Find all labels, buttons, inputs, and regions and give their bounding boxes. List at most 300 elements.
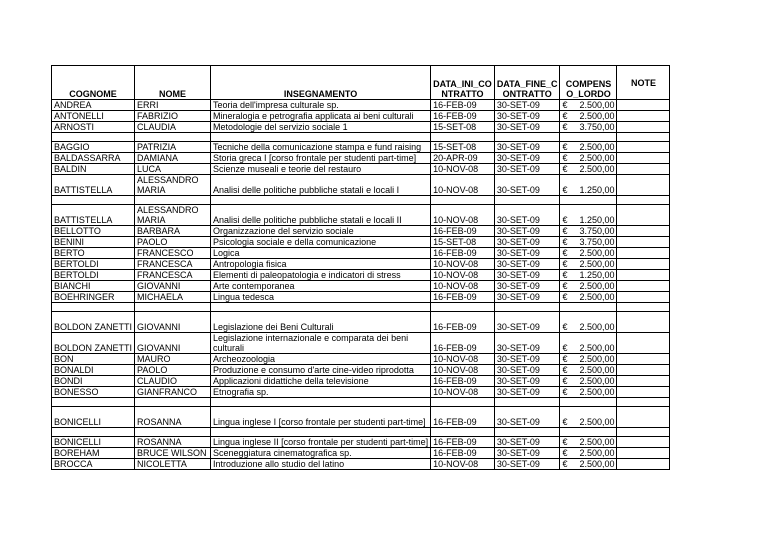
- header-data-inizio: [431, 66, 495, 100]
- empty-cell: [560, 196, 617, 205]
- cell-cognome: BERTOLDI: [52, 259, 135, 270]
- cell-data-inizio: 16-FEB-09: [431, 448, 495, 459]
- empty-cell: [560, 428, 617, 437]
- cell-data-fine: 30-SET-09: [494, 270, 560, 281]
- cell-compenso: [560, 365, 617, 376]
- table-row: [52, 376, 670, 387]
- cell-nome: DAMIANA: [135, 153, 211, 164]
- cell-data-inizio: 10-NOV-08: [431, 259, 495, 270]
- empty-cell: [617, 196, 670, 205]
- empty-cell: [494, 398, 560, 407]
- empty-cell: [560, 398, 617, 407]
- currency-symbol: €: [562, 365, 568, 375]
- amount: 2.500,00: [579, 322, 615, 332]
- cell-data-inizio: 16-FEB-09: [431, 292, 495, 303]
- cell-data-fine: 30-SET-09: [494, 100, 560, 111]
- empty-cell: [52, 428, 135, 437]
- cell-compenso: [560, 259, 617, 270]
- table-row: [52, 292, 670, 303]
- cell-nome: BRUCE WILSON: [135, 448, 211, 459]
- amount: 2.500,00: [579, 343, 615, 353]
- amount: 2.500,00: [579, 365, 615, 375]
- currency-symbol: €: [562, 322, 568, 332]
- spacer-row: [52, 133, 670, 142]
- empty-cell: [494, 133, 560, 142]
- cell-data-inizio: 10-NOV-08: [431, 270, 495, 281]
- amount: 2.500,00: [579, 142, 615, 152]
- amount: 1.250,00: [579, 185, 615, 195]
- empty-cell: [135, 196, 211, 205]
- cell-insegnamento: Psicologia sociale e della comunicazione: [211, 237, 431, 248]
- currency-symbol: €: [562, 376, 568, 386]
- cell-insegnamento: [211, 333, 431, 354]
- cell-cognome: BON: [52, 354, 135, 365]
- currency-symbol: €: [562, 437, 568, 447]
- amount: 2.500,00: [579, 387, 615, 397]
- cell-insegnamento: [211, 205, 431, 226]
- cell-compenso: [560, 312, 617, 333]
- header-insegnamento: INSEGNAMENTO: [211, 66, 431, 100]
- amount: 2.500,00: [579, 437, 615, 447]
- cell-data-inizio: 16-FEB-09: [431, 312, 495, 333]
- cell-data-fine: 30-SET-09: [494, 376, 560, 387]
- cell-compenso: [560, 164, 617, 175]
- cell-compenso: [560, 142, 617, 153]
- amount: 2.500,00: [579, 111, 615, 121]
- cell-data-inizio: 15-SET-08: [431, 237, 495, 248]
- empty-cell: [494, 303, 560, 312]
- empty-cell: [211, 196, 431, 205]
- cell-compenso: [560, 448, 617, 459]
- currency-symbol: €: [562, 122, 568, 132]
- empty-cell: [431, 196, 495, 205]
- empty-cell: [52, 303, 135, 312]
- cell-cognome: BROCCA: [52, 459, 135, 470]
- amount: 2.500,00: [579, 281, 615, 291]
- currency-symbol: €: [562, 343, 568, 353]
- cell-data-fine: 30-SET-09: [494, 142, 560, 153]
- cell-cognome: ANDREA: [52, 100, 135, 111]
- amount: 2.500,00: [579, 459, 615, 469]
- cell-nome: ERRI: [135, 100, 211, 111]
- cell-nome: BARBARA: [135, 226, 211, 237]
- header-data-fine: [494, 66, 560, 100]
- cell-insegnamento: Lingua tedesca: [211, 292, 431, 303]
- amount: 2.500,00: [579, 259, 615, 269]
- cell-note: [617, 312, 670, 333]
- amount: 2.500,00: [579, 376, 615, 386]
- cell-cognome: BERTO: [52, 248, 135, 259]
- table-row: [52, 226, 670, 237]
- empty-cell: [617, 428, 670, 437]
- cell-data-inizio: 10-NOV-08: [431, 164, 495, 175]
- cell-note: [617, 237, 670, 248]
- cell-nome: FABRIZIO: [135, 111, 211, 122]
- cell-insegnamento: Analisi delle politiche pubbliche statali e locali I: [211, 175, 431, 196]
- cell-note: [617, 333, 670, 354]
- cell-nome: FRANCESCO: [135, 248, 211, 259]
- cell-insegnamento: [211, 407, 431, 428]
- cell-data-inizio: 16-FEB-09: [431, 111, 495, 122]
- amount: 3.750,00: [579, 237, 615, 247]
- currency-symbol: €: [562, 448, 568, 458]
- cell-data-inizio: 15-SET-08: [431, 142, 495, 153]
- empty-cell: [135, 133, 211, 142]
- cell-nome: CLAUDIO: [135, 376, 211, 387]
- cell-cognome: BOEHRINGER: [52, 292, 135, 303]
- cell-insegnamento-text: Lingua inglese I [corso frontale per studenti part-time]: [213, 417, 426, 427]
- table-row: [52, 354, 670, 365]
- currency-symbol: €: [562, 153, 568, 163]
- cell-insegnamento: Sceneggiatura cinematografica sp.: [211, 448, 431, 459]
- cell-note: [617, 292, 670, 303]
- header-compenso: [560, 66, 617, 100]
- cell-cognome: BONALDI: [52, 365, 135, 376]
- empty-cell: [560, 133, 617, 142]
- amount: 3.750,00: [579, 122, 615, 132]
- header-data-inizio-line1: DATA_INI_CO: [433, 79, 492, 89]
- amount: 1.250,00: [579, 215, 615, 225]
- table-row: [52, 459, 670, 470]
- cell-data-fine: 30-SET-09: [494, 407, 560, 428]
- header-note: NOTE: [617, 66, 670, 100]
- cell-note: [617, 259, 670, 270]
- cell-nome: [135, 175, 211, 196]
- cell-insegnamento: Archeozoologia: [211, 354, 431, 365]
- cell-insegnamento: Arte contemporanea: [211, 281, 431, 292]
- cell-cognome: ANTONELLI: [52, 111, 135, 122]
- cell-data-fine: 30-SET-09: [494, 111, 560, 122]
- cell-data-fine: 30-SET-09: [494, 164, 560, 175]
- cell-note: [617, 281, 670, 292]
- table-row: [52, 248, 670, 259]
- cell-data-fine: 30-SET-09: [494, 387, 560, 398]
- cell-compenso: [560, 387, 617, 398]
- amount: 2.500,00: [579, 292, 615, 302]
- spacer-row: [52, 398, 670, 407]
- currency-symbol: €: [562, 387, 568, 397]
- cell-cognome: BALDIN: [52, 164, 135, 175]
- cell-data-fine: 30-SET-09: [494, 248, 560, 259]
- cell-compenso: [560, 292, 617, 303]
- cell-data-inizio: 16-FEB-09: [431, 100, 495, 111]
- amount: 2.500,00: [579, 153, 615, 163]
- cell-nome: MAURO: [135, 354, 211, 365]
- cell-note: [617, 365, 670, 376]
- cell-nome: PAOLO: [135, 237, 211, 248]
- cell-data-inizio: 10-NOV-08: [431, 205, 495, 226]
- cell-note: [617, 205, 670, 226]
- cell-data-inizio: 10-NOV-08: [431, 387, 495, 398]
- cell-nome: PATRIZIA: [135, 142, 211, 153]
- empty-cell: [135, 428, 211, 437]
- cell-nome: PAOLO: [135, 365, 211, 376]
- empty-cell: [617, 398, 670, 407]
- currency-symbol: €: [562, 354, 568, 364]
- cell-data-fine: 30-SET-09: [494, 122, 560, 133]
- cell-note: [617, 448, 670, 459]
- amount: 3.750,00: [579, 226, 615, 236]
- cell-data-fine: 30-SET-09: [494, 281, 560, 292]
- cell-data-inizio: 16-FEB-09: [431, 226, 495, 237]
- cell-insegnamento: Elementi di paleopatologia e indicatori di stress: [211, 270, 431, 281]
- empty-cell: [494, 428, 560, 437]
- cell-nome: [135, 205, 211, 226]
- amount: 2.500,00: [579, 100, 615, 110]
- empty-cell: [431, 398, 495, 407]
- cell-nome: GIOVANNI: [135, 312, 211, 333]
- cell-note: [617, 270, 670, 281]
- cell-nome-text: ALESSANDRO MARIA: [137, 205, 199, 225]
- cell-note: [617, 226, 670, 237]
- empty-cell: [211, 303, 431, 312]
- spacer-row: [52, 428, 670, 437]
- currency-symbol: €: [562, 142, 568, 152]
- currency-symbol: €: [562, 459, 568, 469]
- cell-compenso: [560, 175, 617, 196]
- empty-cell: [211, 428, 431, 437]
- currency-symbol: €: [562, 100, 568, 110]
- cell-nome: GIANFRANCO: [135, 387, 211, 398]
- table-row: [52, 437, 670, 448]
- cell-cognome: BOREHAM: [52, 448, 135, 459]
- currency-symbol: €: [562, 292, 568, 302]
- cell-cognome: BATTISTELLA: [52, 175, 135, 196]
- empty-cell: [617, 303, 670, 312]
- cell-note: [617, 100, 670, 111]
- amount: 2.500,00: [579, 354, 615, 364]
- cell-cognome: BONICELLI: [52, 437, 135, 448]
- cell-data-fine: 30-SET-09: [494, 448, 560, 459]
- cell-data-fine: 30-SET-09: [494, 226, 560, 237]
- table-row: [52, 259, 670, 270]
- table-row: [52, 175, 670, 196]
- table-row: [52, 122, 670, 133]
- cell-insegnamento-text: Analisi delle politiche pubbliche statali e locali II: [213, 215, 402, 225]
- cell-data-inizio: 10-NOV-08: [431, 459, 495, 470]
- currency-symbol: €: [562, 164, 568, 174]
- table-row: [52, 448, 670, 459]
- header-row: [52, 66, 670, 100]
- table-row: [52, 281, 670, 292]
- table-row: [52, 365, 670, 376]
- cell-insegnamento: Introduzione allo studio del latino: [211, 459, 431, 470]
- cell-nome-text: ALESSANDRO MARIA: [137, 175, 199, 195]
- cell-data-inizio: 20-APR-09: [431, 153, 495, 164]
- cell-cognome: BONDI: [52, 376, 135, 387]
- spacer-row: [52, 303, 670, 312]
- cell-compenso: [560, 333, 617, 354]
- table-row: [52, 407, 670, 428]
- empty-cell: [135, 303, 211, 312]
- cell-insegnamento: Organizzazione del servizio sociale: [211, 226, 431, 237]
- amount: 2.500,00: [579, 448, 615, 458]
- cell-compenso: [560, 122, 617, 133]
- cell-data-inizio: 16-FEB-09: [431, 333, 495, 354]
- cell-note: [617, 175, 670, 196]
- cell-note: [617, 248, 670, 259]
- cell-insegnamento: Applicazioni didattiche della televisione: [211, 376, 431, 387]
- table-body: [52, 100, 670, 470]
- cell-nome: NICOLETTA: [135, 459, 211, 470]
- empty-cell: [560, 303, 617, 312]
- cell-data-fine: 30-SET-09: [494, 292, 560, 303]
- cell-note: [617, 122, 670, 133]
- currency-symbol: €: [562, 185, 568, 195]
- table-row: [52, 100, 670, 111]
- cell-compenso: [560, 100, 617, 111]
- empty-cell: [494, 196, 560, 205]
- currency-symbol: €: [562, 226, 568, 236]
- currency-symbol: €: [562, 270, 568, 280]
- currency-symbol: €: [562, 259, 568, 269]
- cell-note: [617, 153, 670, 164]
- cell-data-inizio: 16-FEB-09: [431, 407, 495, 428]
- cell-compenso: [560, 111, 617, 122]
- cell-insegnamento: Antropologia fisica: [211, 259, 431, 270]
- cell-note: [617, 407, 670, 428]
- cell-cognome: BONICELLI: [52, 407, 135, 428]
- amount: 1.250,00: [579, 270, 615, 280]
- empty-cell: [211, 398, 431, 407]
- cell-cognome: BAGGIO: [52, 142, 135, 153]
- contracts-table: [51, 65, 670, 470]
- cell-insegnamento: Produzione e consumo d'arte cine-video riprodotta: [211, 365, 431, 376]
- cell-data-inizio: 10-NOV-08: [431, 354, 495, 365]
- cell-data-inizio: 15-SET-08: [431, 122, 495, 133]
- cell-note: [617, 387, 670, 398]
- cell-compenso: [560, 407, 617, 428]
- table-row: [52, 312, 670, 333]
- cell-insegnamento: Storia greca I [corso frontale per studenti part-time]: [211, 153, 431, 164]
- cell-data-inizio: 10-NOV-08: [431, 281, 495, 292]
- empty-cell: [617, 133, 670, 142]
- cell-note: [617, 376, 670, 387]
- header-compenso-line2: O_LORDO: [566, 89, 611, 99]
- cell-compenso: [560, 354, 617, 365]
- cell-cognome: BENINI: [52, 237, 135, 248]
- amount: 2.500,00: [579, 164, 615, 174]
- cell-data-fine: 30-SET-09: [494, 459, 560, 470]
- cell-cognome: BERTOLDI: [52, 270, 135, 281]
- cell-data-fine: 30-SET-09: [494, 333, 560, 354]
- cell-compenso: [560, 376, 617, 387]
- table-row: [52, 142, 670, 153]
- cell-cognome: BOLDON ZANETTI: [52, 333, 135, 354]
- cell-data-fine: 30-SET-09: [494, 312, 560, 333]
- cell-data-inizio: 10-NOV-08: [431, 365, 495, 376]
- header-compenso-line1: COMPENS: [565, 79, 612, 89]
- cell-insegnamento-text: Legislazione internazionale e comparata dei beni culturali: [213, 333, 409, 353]
- cell-nome: ROSANNA: [135, 437, 211, 448]
- cell-insegnamento: Scienze museali e teorie del restauro: [211, 164, 431, 175]
- cell-insegnamento: Etnografia sp.: [211, 387, 431, 398]
- cell-note: [617, 164, 670, 175]
- cell-data-fine: 30-SET-09: [494, 365, 560, 376]
- cell-insegnamento: Metodologie del servizio sociale 1: [211, 122, 431, 133]
- empty-cell: [431, 133, 495, 142]
- cell-data-fine: 30-SET-09: [494, 175, 560, 196]
- cell-nome: GIOVANNI: [135, 281, 211, 292]
- cell-data-fine: 30-SET-09: [494, 259, 560, 270]
- amount: 2.500,00: [579, 248, 615, 258]
- cell-data-fine: 30-SET-09: [494, 153, 560, 164]
- currency-symbol: €: [562, 248, 568, 258]
- table-row: [52, 205, 670, 226]
- cell-insegnamento: Tecniche della comunicazione stampa e fund raising: [211, 142, 431, 153]
- cell-cognome: BELLOTTO: [52, 226, 135, 237]
- amount: 2.500,00: [579, 417, 615, 427]
- cell-nome: GIOVANNI: [135, 333, 211, 354]
- table-row: [52, 164, 670, 175]
- cell-note: [617, 459, 670, 470]
- table-row: [52, 111, 670, 122]
- cell-insegnamento: Mineralogia e petrografia applicata ai beni culturali: [211, 111, 431, 122]
- currency-symbol: €: [562, 281, 568, 291]
- cell-note: [617, 437, 670, 448]
- cell-note: [617, 111, 670, 122]
- cell-data-inizio: 16-FEB-09: [431, 248, 495, 259]
- table-row: [52, 237, 670, 248]
- cell-compenso: [560, 153, 617, 164]
- cell-nome: ROSANNA: [135, 407, 211, 428]
- cell-compenso: [560, 459, 617, 470]
- header-nome: NOME: [135, 66, 211, 100]
- table-row: [52, 333, 670, 354]
- cell-cognome: BONESSO: [52, 387, 135, 398]
- cell-note: [617, 354, 670, 365]
- empty-cell: [52, 133, 135, 142]
- cell-nome: FRANCESCA: [135, 259, 211, 270]
- cell-nome: FRANCESCA: [135, 270, 211, 281]
- empty-cell: [52, 196, 135, 205]
- currency-symbol: €: [562, 417, 568, 427]
- cell-compenso: [560, 237, 617, 248]
- cell-compenso: [560, 248, 617, 259]
- currency-symbol: €: [562, 111, 568, 121]
- cell-nome: LUCA: [135, 164, 211, 175]
- currency-symbol: €: [562, 237, 568, 247]
- cell-insegnamento: Legislazione dei Beni Culturali: [211, 312, 431, 333]
- cell-data-fine: 30-SET-09: [494, 237, 560, 248]
- table-row: [52, 270, 670, 281]
- cell-cognome: BALDASSARRA: [52, 153, 135, 164]
- cell-data-fine: 30-SET-09: [494, 205, 560, 226]
- empty-cell: [431, 428, 495, 437]
- cell-compenso: [560, 270, 617, 281]
- cell-note: [617, 142, 670, 153]
- table-row: [52, 387, 670, 398]
- cell-data-fine: 30-SET-09: [494, 354, 560, 365]
- cell-insegnamento: Teoria dell'impresa culturale sp.: [211, 100, 431, 111]
- empty-cell: [211, 133, 431, 142]
- empty-cell: [135, 398, 211, 407]
- cell-data-fine: 30-SET-09: [494, 437, 560, 448]
- header-data-fine-line1: DATA_FINE_C: [496, 79, 558, 89]
- header-data-inizio-line2: NTRATTO: [441, 89, 484, 99]
- table-row: [52, 153, 670, 164]
- cell-insegnamento: Logica: [211, 248, 431, 259]
- spacer-row: [52, 196, 670, 205]
- cell-cognome: ARNOSTI: [52, 122, 135, 133]
- empty-cell: [431, 303, 495, 312]
- cell-compenso: [560, 437, 617, 448]
- cell-compenso: [560, 205, 617, 226]
- cell-cognome: BIANCHI: [52, 281, 135, 292]
- cell-cognome: BATTISTELLA: [52, 205, 135, 226]
- cell-nome: MICHAELA: [135, 292, 211, 303]
- cell-nome: CLAUDIA: [135, 122, 211, 133]
